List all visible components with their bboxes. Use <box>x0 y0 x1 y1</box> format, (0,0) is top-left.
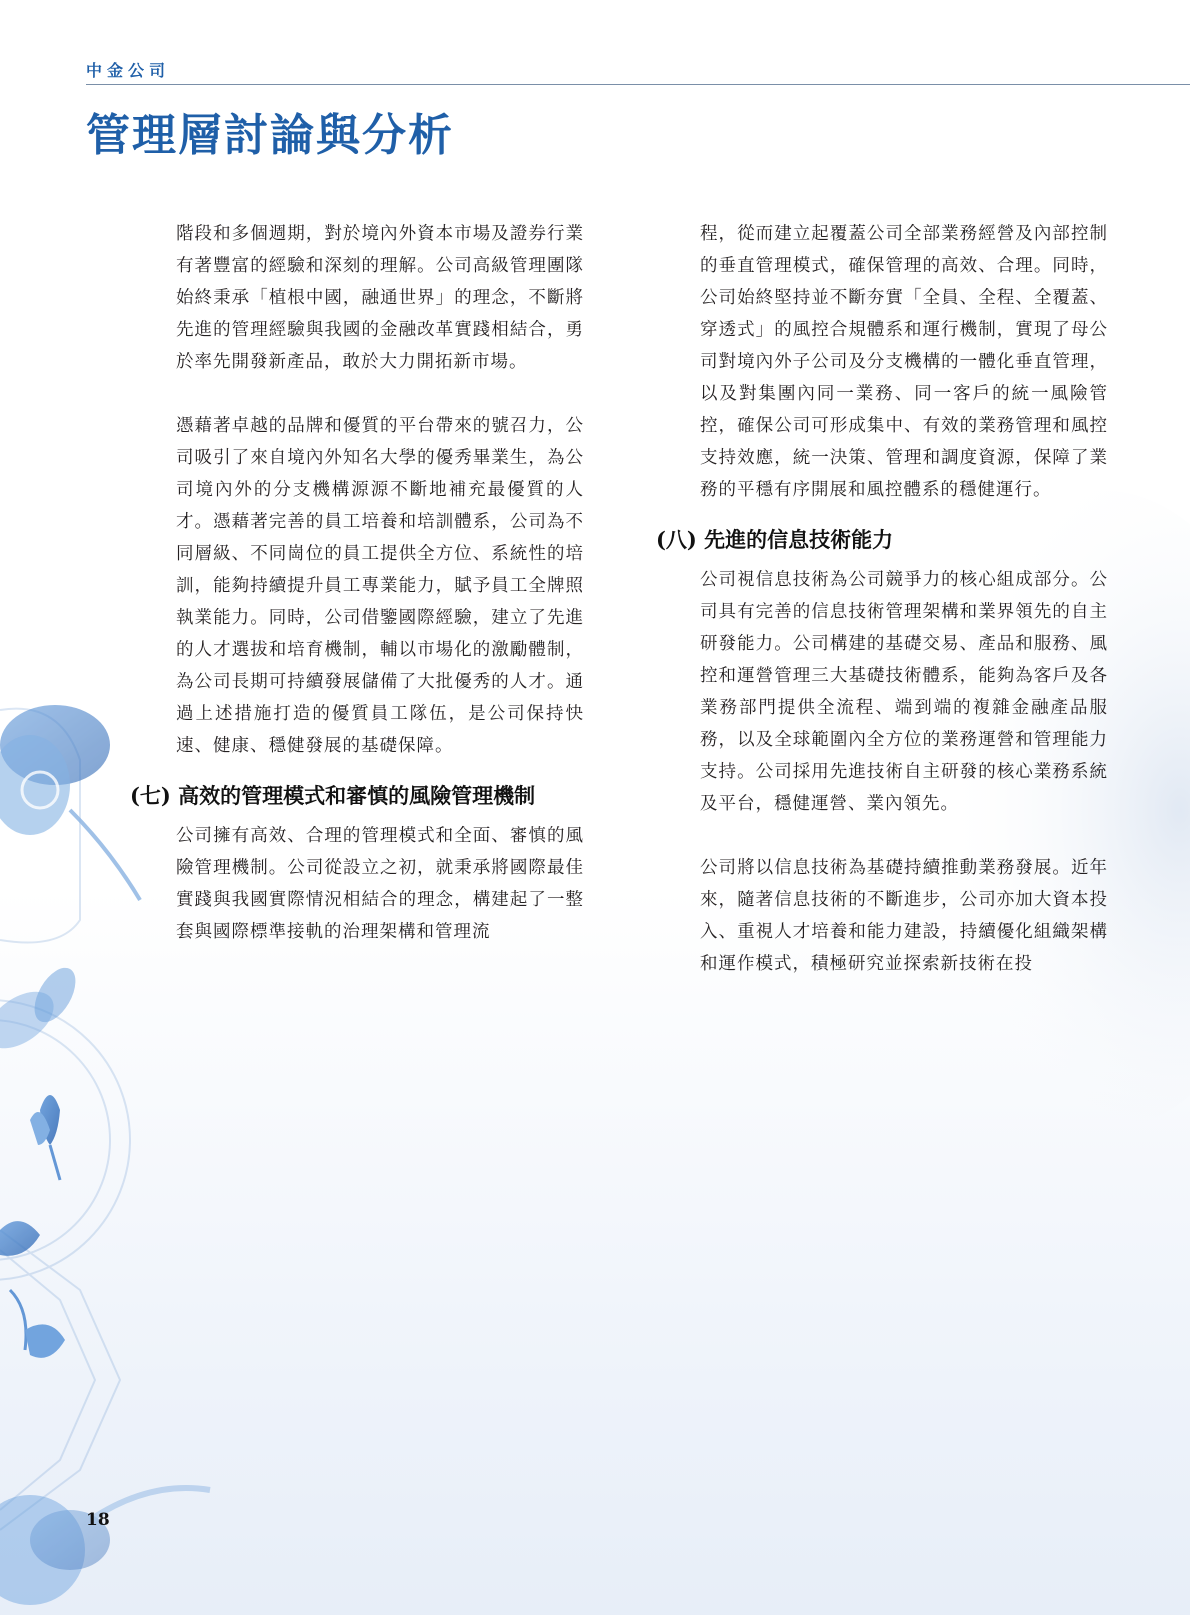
left-column <box>130 218 584 948</box>
left-paragraph-2: 憑藉著卓越的品牌和優質的平台帶來的號召力，公司吸引了來自境內外知名大學的優秀畢業生，為公司境內外的分支機構源源不斷地補充最優質的人才。憑藉著完善的員工培養和培訓體系，公司為不同層級、不同崗位的員工提供全方位、系統性的培訓，能夠持續提升員工專業能力，賦予員工全牌照執業能力。同時，公司借鑒國際經驗，建立了先進的人才選拔和培育機制，輔以市場化的激勵體制，為公司長期可持續發展儲備了大批優秀的人才。通過上述措施打造的優質員工隊伍，是公司保持快速、健康、穩健發展的基礎保障。 <box>176 416 584 756</box>
right-column <box>656 218 1108 980</box>
right-paragraph-2: 公司視信息技術為公司競爭力的核心組成部分。公司具有完善的信息技術管理架構和業界領先的自主研發能力。公司構建的基礎交易、產品和服務、風控和運營管理三大基礎技術體系，能夠為客戶及各業務部門提供全流程、端到端的複雜金融產品服務，以及全球範圍內全方位的業務運營和管理能力支持。公司採用先進技術自主研發的核心業務系統及平台，穩健運營、業內領先。 <box>700 570 1108 814</box>
right-paragraph-3: 公司將以信息技術為基礎持續推動業務發展。近年來，隨著信息技術的不斷進步，公司亦加大資本投入、重視人才培養和能力建設，持續優化組織架構和運作模式，積極研究並探索新技術在投 <box>700 858 1108 974</box>
floral-decoration <box>0 690 230 1615</box>
left-paragraph-1: 階段和多個週期，對於境內外資本市場及證券行業有著豐富的經驗和深刻的理解。公司高級管理團隊始終秉承「植根中國，融通世界」的理念，不斷將先進的管理經驗與我國的金融改革實踐相結合，勇於率先開發新產品，敢於大力開拓新市場。 <box>176 224 584 372</box>
page-number: 18 <box>86 1510 110 1530</box>
header-divider <box>86 84 1190 85</box>
left-paragraph-3: 公司擁有高效、合理的管理模式和全面、審慎的風險管理機制。公司從設立之初，就秉承將國際最佳實踐與我國實際情況相結合的理念，構建起了一整套與國際標準接軌的治理架構和管理流 <box>176 826 584 942</box>
right-paragraph-1: 程，從而建立起覆蓋公司全部業務經營及內部控制的垂直管理模式，確保管理的高效、合理。同時，公司始終堅持並不斷夯實「全員、全程、全覆蓋、穿透式」的風控合規體系和運行機制，實現了母公司對境內外子公司及分支機構的一體化垂直管理，以及對集團內同一業務、同一客戶的統一風險管控，確保公司可形成集中、有效的業務管理和風控支持效應，統一決策、管理和調度資源，保障了業務的平穩有序開展和風控體系的穩健運行。 <box>700 224 1108 500</box>
section-heading-7: (七) 高效的管理模式和審慎的風險管理機制 <box>130 783 536 808</box>
page-title: 管理層討論與分析 <box>86 110 454 161</box>
company-name: 中金公司 <box>86 61 171 80</box>
section-heading-8: (八) 先進的信息技術能力 <box>656 527 894 552</box>
